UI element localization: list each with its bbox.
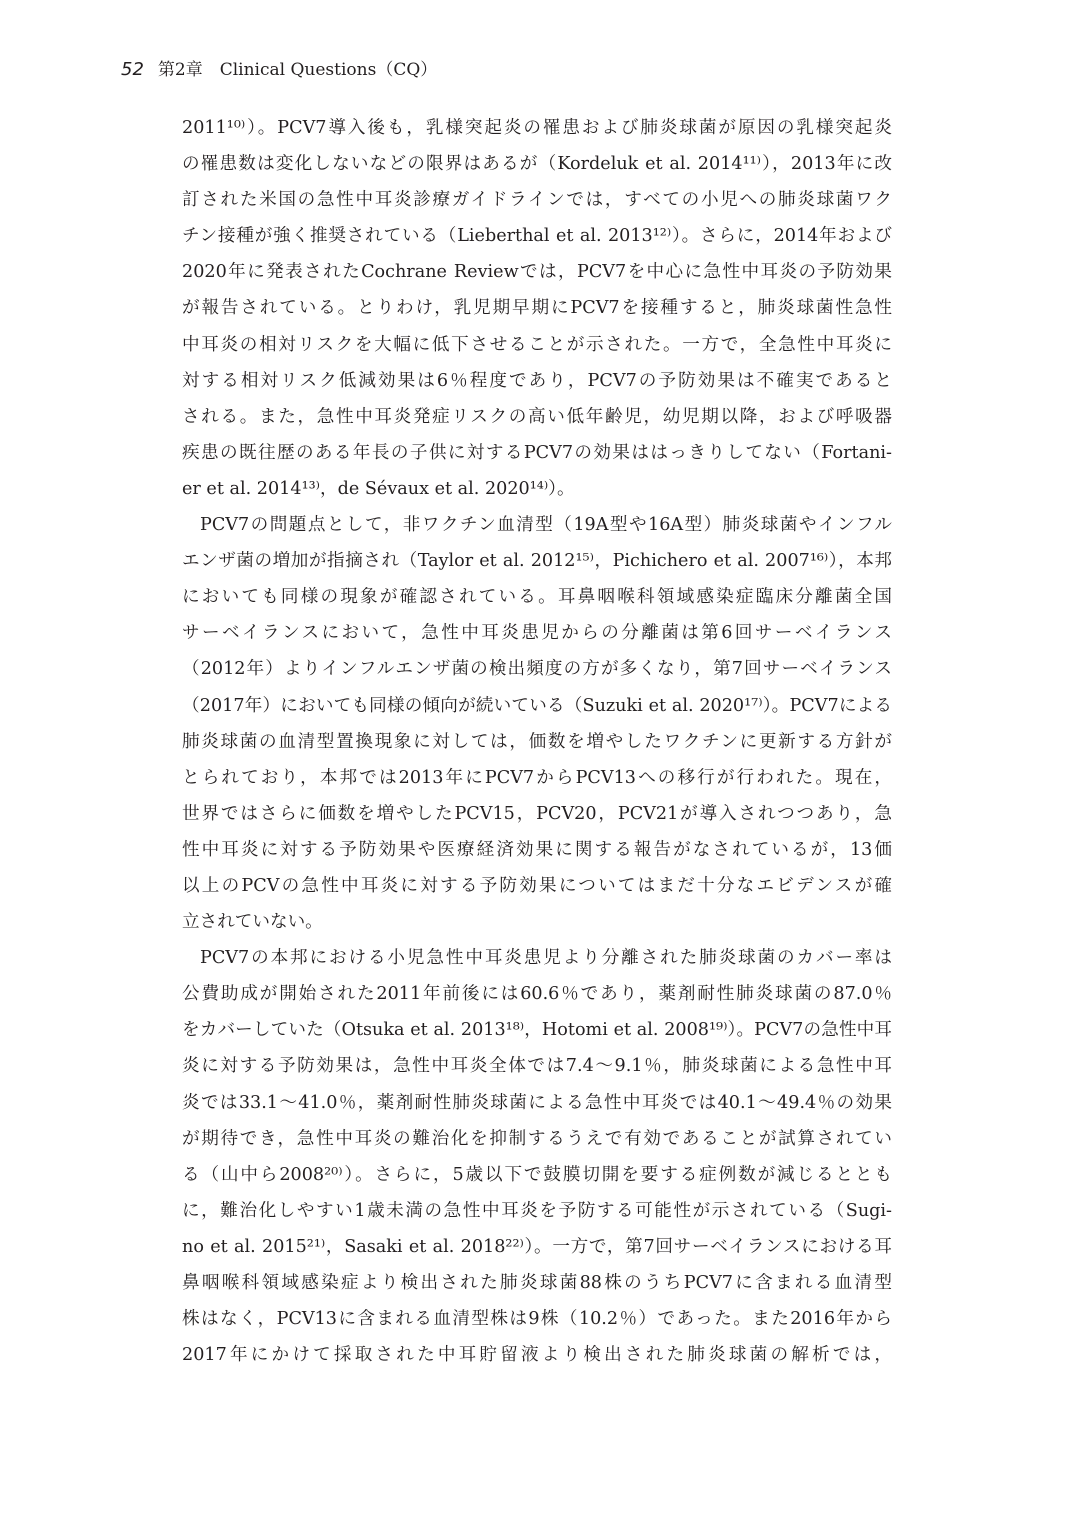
text-line: 鼻咽喉科領域感染症より検出された肺炎球菌88株のうちPCV7に含まれる血清型 [182, 1273, 892, 1293]
text-line: 疾患の既往歴のある年長の子供に対するPCV7の効果ははっきりしてない（Fortani- [182, 442, 892, 463]
text-line: とられており，本邦では2013年にPCV7からPCV13への移行が行われた。現在， [182, 767, 892, 788]
text-line: る（山中ら2008²⁰⁾）。さらに，5歳以下で鼓膜切開を要する症例数が減じるととも [182, 1164, 892, 1185]
text-line: 公費助成が開始された2011年前後には60.6％であり，薬剤耐性肺炎球菌の87.0％ [182, 984, 892, 1005]
text-line: 2011¹⁰⁾）。PCV7導入後も，乳様突起炎の罹患および肺炎球菌が原因の乳様突起炎 [182, 118, 892, 138]
text-line: 性中耳炎に対する予防効果や医療経済効果に関する報告がなされているが，13価 [182, 839, 892, 860]
text-line: 対する相対リスク低減効果は6％程度であり，PCV7の予防効果は不確実であると [182, 370, 892, 391]
text-line: PCV7の問題点として，非ワクチン血清型（19A型や16A型）肺炎球菌やインフル [200, 515, 892, 536]
text-line: er et al. 2014¹³⁾，de Sévaux et al. 2020¹⁴⁾）。 [182, 478, 575, 499]
text-line: に，難治化しやすい1歳未満の急性中耳炎を予防する可能性が示されている（Sugi- [182, 1200, 892, 1221]
text-line: （2012年）よりインフルエンザ菌の検出頻度の方が多くなり，第7回サーベイランス [182, 659, 892, 680]
text-line: サーベイランスにおいて，急性中耳炎患児からの分離菌は第6回サーベイランス [182, 623, 892, 644]
text-line: される。また，急性中耳炎発症リスクの高い低年齢児，幼児期以降，および呼吸器 [182, 406, 892, 427]
text-line: が報告されている。とりわけ，乳児期早期にPCV7を接種すると，肺炎球菌性急性 [182, 298, 892, 319]
text-line: 訂された米国の急性中耳炎診療ガイドラインでは，すべての小児への肺炎球菌ワク [182, 190, 892, 211]
paragraph-3 [182, 940, 892, 1373]
paragraph-2 [182, 507, 892, 940]
text-line: no et al. 2015²¹⁾，Sasaki et al. 2018²²⁾）。一方で，第7回サーベイランスにおける耳 [182, 1236, 892, 1257]
text-line: 炎に対する予防効果は，急性中耳炎全体では7.4～9.1％，肺炎球菌による急性中耳 [182, 1056, 892, 1077]
text-line: チン接種が強く推奨されている（Lieberthal et al. 2013¹²⁾）。さらに，2014年および [182, 226, 892, 247]
text-line: PCV7の本邦における小児急性中耳炎患児より分離された肺炎球菌のカバー率は [200, 948, 892, 969]
page-number: 52 [121, 59, 144, 80]
paragraph-1 [182, 110, 892, 507]
text-line: が期待でき，急性中耳炎の難治化を抑制するうえで有効であることが試算されてい [182, 1128, 892, 1149]
text-line: 炎では33.1～41.0％，薬剤耐性肺炎球菌による急性中耳炎では40.1～49.4％の効果 [182, 1092, 892, 1113]
text-line: においても同様の現象が確認されている。耳鼻咽喉科領域感染症臨床分離菌全国 [182, 587, 892, 608]
text-line: 2017年にかけて採取された中耳貯留液より検出された肺炎球菌の解析では， [182, 1345, 892, 1366]
text-line: 世界ではさらに価数を増やしたPCV15，PCV20，PCV21が導入されつつあり，急 [182, 803, 892, 824]
text-line: 肺炎球菌の血清型置換現象に対しては，価数を増やしたワクチンに更新する方針が [182, 731, 892, 752]
text-line: 以上のPCVの急性中耳炎に対する予防効果についてはまだ十分なエビデンスが確 [182, 875, 892, 896]
text-line: 中耳炎の相対リスクを大幅に低下させることが示された。一方で，全急性中耳炎に [182, 334, 892, 355]
running-head [121, 58, 437, 82]
body-text [182, 110, 892, 1373]
text-line: の罹患数は変化しないなどの限界はあるが（Kordeluk et al. 2014¹¹⁾），2013年に改 [182, 154, 892, 175]
text-line: エンザ菌の増加が指摘され（Taylor et al. 2012¹⁵⁾，Pichichero et al. 2007¹⁶⁾），本邦 [182, 551, 892, 572]
text-line: 2020年に発表されたCochrane Reviewでは，PCV7を中心に急性中耳炎の予防効果 [182, 262, 892, 283]
text-line: をカバーしていた（Otsuka et al. 2013¹⁸⁾，Hotomi et al. 2008¹⁹⁾）。PCV7の急性中耳 [182, 1020, 892, 1041]
text-line: 株はなく，PCV13に含まれる血清型株は9株（10.2％）であった。また2016年から [182, 1309, 892, 1330]
chapter-title: 第2章 Clinical Questions（CQ） [157, 60, 438, 80]
text-line: 立されていない。 [182, 912, 323, 933]
text-line: （2017年）においても同様の傾向が続いている（Suzuki et al. 2020¹⁷⁾）。PCV7による [182, 695, 892, 716]
